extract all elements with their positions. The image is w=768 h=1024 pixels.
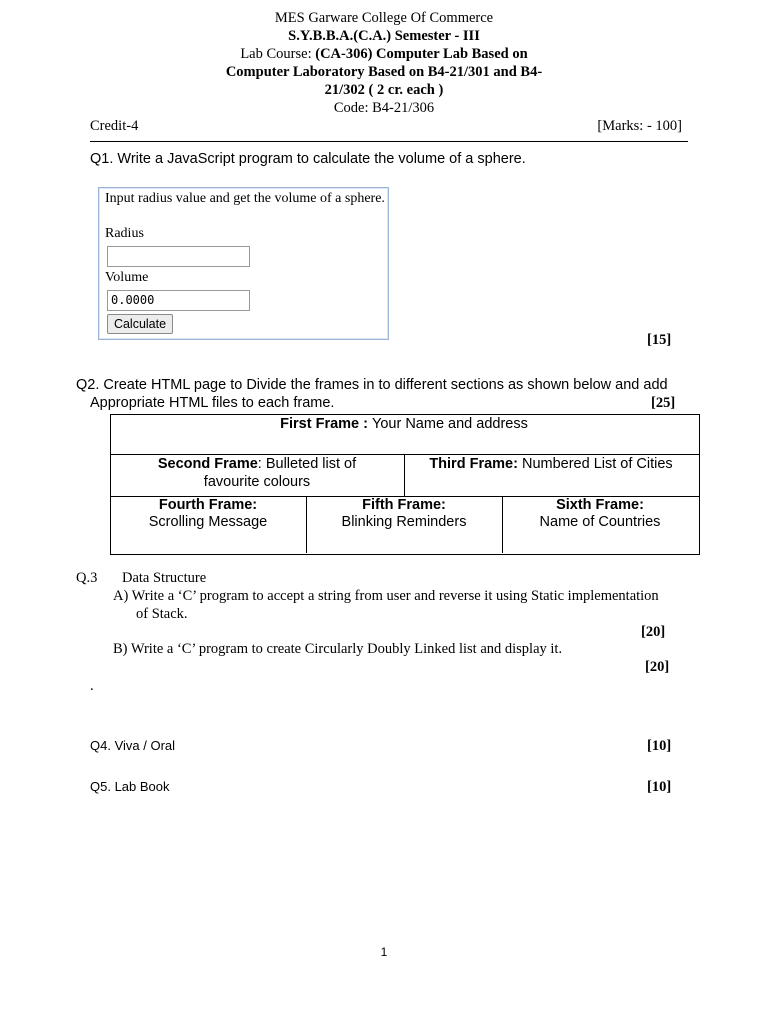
first-frame-desc: Your Name and address [372, 416, 528, 432]
q3-b-line: B) Write a ‘C’ program to create Circularly Doubly Linked list and display it. [113, 641, 563, 657]
third-frame-cell [404, 456, 698, 472]
q3-a-line-2: of Stack. [136, 606, 188, 622]
radius-input[interactable] [107, 246, 250, 267]
q3-title: Data Structure [122, 570, 207, 586]
lab-course-prefix: Lab Course: [240, 46, 316, 62]
fifth-frame-desc: Blinking Reminders [341, 514, 467, 530]
lab-course-title: (CA-306) Computer Lab Based on [315, 46, 528, 62]
credit: Credit-4 [90, 118, 139, 134]
q3-a-line-1: A) Write a ‘C’ program to accept a string from user and reverse it using Static implementation [113, 588, 659, 604]
q5-marks: [10] [647, 779, 672, 795]
second-frame-desc-2: favourite colours [203, 474, 311, 490]
q5-text: Q5. Lab Book [90, 779, 170, 794]
fifth-frame-label: Fifth Frame: [362, 497, 446, 513]
q3-b-marks: [20] [645, 659, 670, 675]
calculate-button[interactable]: Calculate [107, 314, 173, 334]
sixth-frame-cell [502, 497, 698, 530]
q2-text-line-2: Appropriate HTML files to each frame. [90, 395, 335, 411]
demo-title: Input radius value and get the volume of a sphere. [105, 191, 385, 206]
fourth-frame-label: Fourth Frame: [158, 497, 258, 513]
q3-a-marks: [20] [641, 624, 666, 640]
fourth-frame-cell [110, 497, 306, 530]
second-frame-cell [110, 456, 404, 490]
lab-course-line-2: Computer Laboratory Based on B4-21/301 and B4- [225, 64, 543, 80]
lab-course-line [0, 46, 768, 63]
q2-marks: [25] [651, 395, 676, 411]
stray-dot: . [90, 678, 94, 694]
q1-text: Q1. Write a JavaScript program to calculate the volume of a sphere. [90, 151, 526, 167]
second-frame-label: Second Frame [157, 456, 258, 472]
q4-text: Q4. Viva / Oral [90, 738, 176, 753]
total-marks: [Marks: - 100] [597, 118, 682, 134]
q3-label: Q.3 [76, 570, 98, 586]
third-frame-label: Third Frame: [429, 456, 518, 472]
first-frame-cell [110, 416, 698, 432]
header-divider [90, 141, 688, 142]
lab-course-line-3: 21/302 ( 2 cr. each ) [324, 82, 444, 98]
volume-label: Volume [105, 270, 149, 285]
q1-marks: [15] [647, 332, 672, 348]
page-number: 1 [380, 945, 388, 959]
q4-marks: [10] [647, 738, 672, 754]
radius-label: Radius [105, 226, 144, 241]
sixth-frame-desc: Name of Countries [539, 514, 661, 530]
second-frame-desc: : Bulleted list of [257, 456, 357, 472]
first-frame-label: First Frame : [280, 416, 372, 432]
volume-output[interactable]: 0.0000 [107, 290, 250, 311]
third-frame-desc: Numbered List of Cities [517, 456, 673, 472]
fourth-frame-desc: Scrolling Message [148, 514, 268, 530]
sixth-frame-label: Sixth Frame: [556, 497, 644, 513]
college-name: MES Garware College Of Commerce [274, 10, 494, 26]
course-code: Code: B4-21/306 [333, 100, 435, 116]
sphere-calculator-demo [98, 187, 389, 340]
q2-text-line-1: Q2. Create HTML page to Divide the frames in to different sections as shown below and add [76, 377, 668, 393]
class-semester: S.Y.B.B.A.(C.A.) Semester - III [288, 28, 480, 44]
fifth-frame-cell [306, 497, 502, 530]
